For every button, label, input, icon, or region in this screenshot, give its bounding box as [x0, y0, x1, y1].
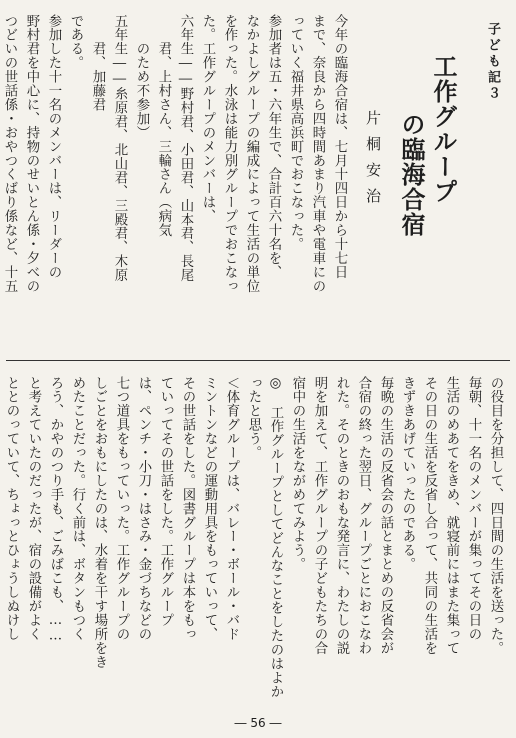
text-line: ◎ 工作グループとしてどんなことをしたのはよか [268, 376, 283, 699]
text-line: 君、上村さん、三輪さん（病気 [156, 14, 171, 238]
text-line: ミントンなどの運動用具をもっていって、 [202, 376, 217, 642]
text-line: 毎朝、十一名のメンバーが集ってその日の [466, 376, 481, 642]
text-line: ていってその世話をした。工作グループ [158, 376, 173, 628]
text-line: まで、奈良から四時間あまり汽車や電車にの [310, 14, 325, 293]
text-line: しごとをおもにしたのは、水着を干す場所をき [92, 376, 107, 669]
text-line: と考えていたのだったが、宿の設備がよく [26, 376, 41, 642]
text-line: れた。そのときのおもな発言に、わたしの説 [334, 376, 349, 655]
page-number: ― 56 ― [234, 716, 282, 730]
text-line: 参加者は五・六年生で、合計百六十名を、 [266, 14, 281, 280]
article-title-line-2: の臨海合宿 [397, 112, 425, 237]
text-line: 七つ道具をもっていった。工作グループの [114, 376, 129, 642]
bottom-text-block [6, 376, 506, 710]
text-line: きずきあげていったのである。 [400, 376, 415, 572]
text-line: その世話をした。図書グループは本をもっ [180, 376, 195, 642]
series-label: 子ども記３ [485, 22, 500, 102]
text-line: 合宿の終った翌日、グループごとにおこなわ [356, 376, 371, 655]
section-divider [6, 360, 510, 361]
text-line: 毎晩の生活の反省会の話とまとめの反省会が [378, 376, 393, 655]
text-line: 生活のめあてをきめ、就寝前にはまた集って [444, 376, 459, 655]
text-line: 宿中の生活をながめてみよう。 [290, 376, 305, 572]
text-line: つどいの世話係・おやつくばり係など、十五 [2, 14, 17, 293]
text-line: 今年の臨海合宿は、七月十四日から十七日 [332, 14, 347, 280]
text-line: っていく福井県高浜町でおこなった。 [288, 14, 303, 252]
text-line: 君、加藤君 [90, 14, 105, 112]
text-line: 参加した十一名のメンバーは、リーダーの [46, 14, 61, 280]
text-line: の役目を分担して、四日間の生活を送った。 [488, 376, 503, 655]
text-line: 野村君を中心に、持物のせいとん係・夕べの [24, 14, 39, 293]
text-line: なかよしグループの編成によって生活の単位 [244, 14, 259, 293]
text-line: 五年生――糸原君、北山君、三殿君、木原 [112, 14, 127, 283]
text-line: を作った。水泳は能力別グループでおこなっ [222, 14, 237, 293]
text-line: である。 [68, 14, 83, 70]
text-line: めたことだった。行く前は、ボタンもつく [70, 376, 85, 642]
text-line: ととのっていて、ちょっとひょうしぬけし [4, 376, 19, 642]
text-line: 六年生――野村君、小田君、山本君、長尾 [178, 14, 193, 283]
article-header [357, 14, 502, 349]
article-title-line-1: 工作グループ [429, 54, 457, 204]
text-line: ろう、かやのつり手も、ごみばこも、…… [48, 376, 63, 645]
text-line: は、ペンチ・小刀・はさみ・金づちなどの [136, 376, 151, 642]
text-line: た。工作グループのメンバーは、 [200, 14, 215, 224]
text-line: 明を加えて、工作グループの子どもたちの合 [312, 376, 327, 655]
top-text-block [0, 14, 350, 348]
text-line: のため不参加） [134, 14, 149, 140]
text-line: ＜体育グループは、バレー・ボール・バド [224, 376, 239, 642]
text-line: ったと思う。 [246, 376, 261, 460]
text-line: その日の生活を反省し合って、共同の生活を [422, 376, 437, 655]
author-name: 片桐安治 [364, 110, 382, 214]
